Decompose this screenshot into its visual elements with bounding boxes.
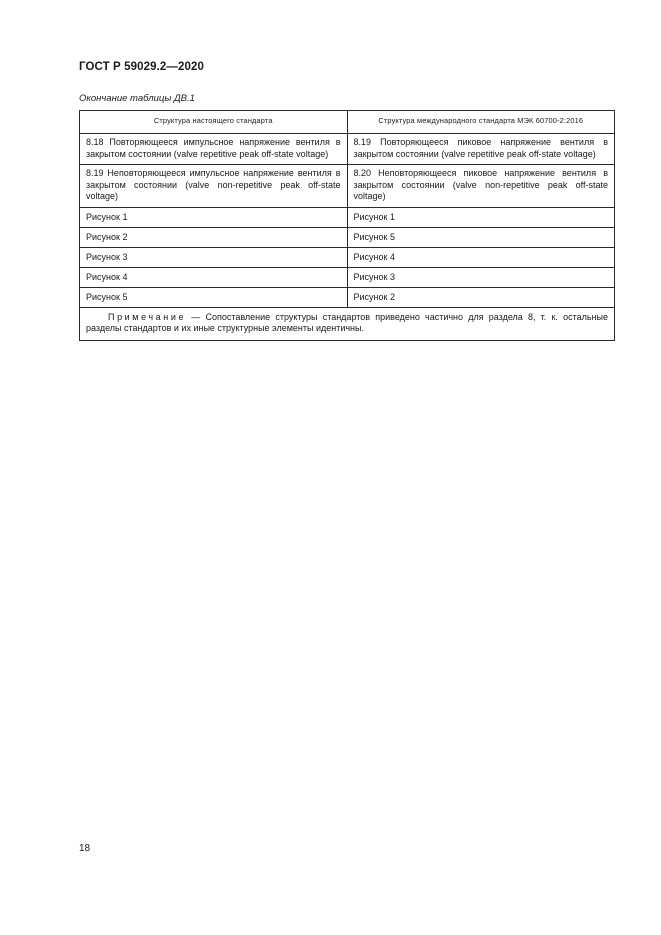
table-row [80, 227, 615, 247]
document-code: ГОСТ Р 59029.2—2020 [79, 61, 204, 73]
table-cell-iec-standard: Рисунок 2 [347, 287, 615, 307]
table-cell-iec-standard: 8.20 Неповторяющееся пиковое напряжение вентиля в закрытом состоянии (valve non-repetitive peak off-state voltage) [347, 165, 615, 208]
table-cell-this-standard: Рисунок 3 [80, 247, 348, 267]
table-row [80, 165, 615, 208]
table-cell-this-standard: Рисунок 5 [80, 287, 348, 307]
table-row [80, 207, 615, 227]
note-text: — Сопоставление структуры стандартов приведено частично для раздела 8, т. к. остальные разделы стандартов и их иные структурные элементы идентичны. [86, 311, 608, 333]
table-cell-this-standard: Рисунок 4 [80, 267, 348, 287]
table-note [80, 307, 615, 340]
table-row [80, 267, 615, 287]
table-cell-iec-standard: Рисунок 3 [347, 267, 615, 287]
table-cell-this-standard: Рисунок 1 [80, 207, 348, 227]
table-cell-iec-standard: Рисунок 5 [347, 227, 615, 247]
page-number: 18 [79, 843, 91, 854]
table-caption: Окончание таблицы ДВ.1 [79, 93, 195, 104]
table-cell-this-standard: Рисунок 2 [80, 227, 348, 247]
table-note-row [80, 307, 615, 340]
note-label: Примечание [108, 311, 187, 322]
table-row [80, 247, 615, 267]
table-cell-this-standard: 8.18 Повторяющееся импульсное напряжение вентиля в закрытом состоянии (valve repetitive peak off-state voltage) [80, 134, 348, 165]
column-header-iec-standard: Структура международного стандарта МЭК 60700-2:2016 [347, 111, 615, 134]
column-header-this-standard: Структура настоящего стандарта [80, 111, 348, 134]
table-cell-iec-standard: Рисунок 4 [347, 247, 615, 267]
structure-comparison-table [79, 110, 615, 341]
table-header-row [80, 111, 615, 134]
table-cell-iec-standard: 8.19 Повторяющееся пиковое напряжение вентиля в закрытом состоянии (valve repetitive peak off-state voltage) [347, 134, 615, 165]
table-cell-iec-standard: Рисунок 1 [347, 207, 615, 227]
table-cell-this-standard: 8.19 Неповторяющееся импульсное напряжение вентиля в закрытом состоянии (valve non-repetitive peak off-state voltage) [80, 165, 348, 208]
table-row [80, 134, 615, 165]
table-row [80, 287, 615, 307]
